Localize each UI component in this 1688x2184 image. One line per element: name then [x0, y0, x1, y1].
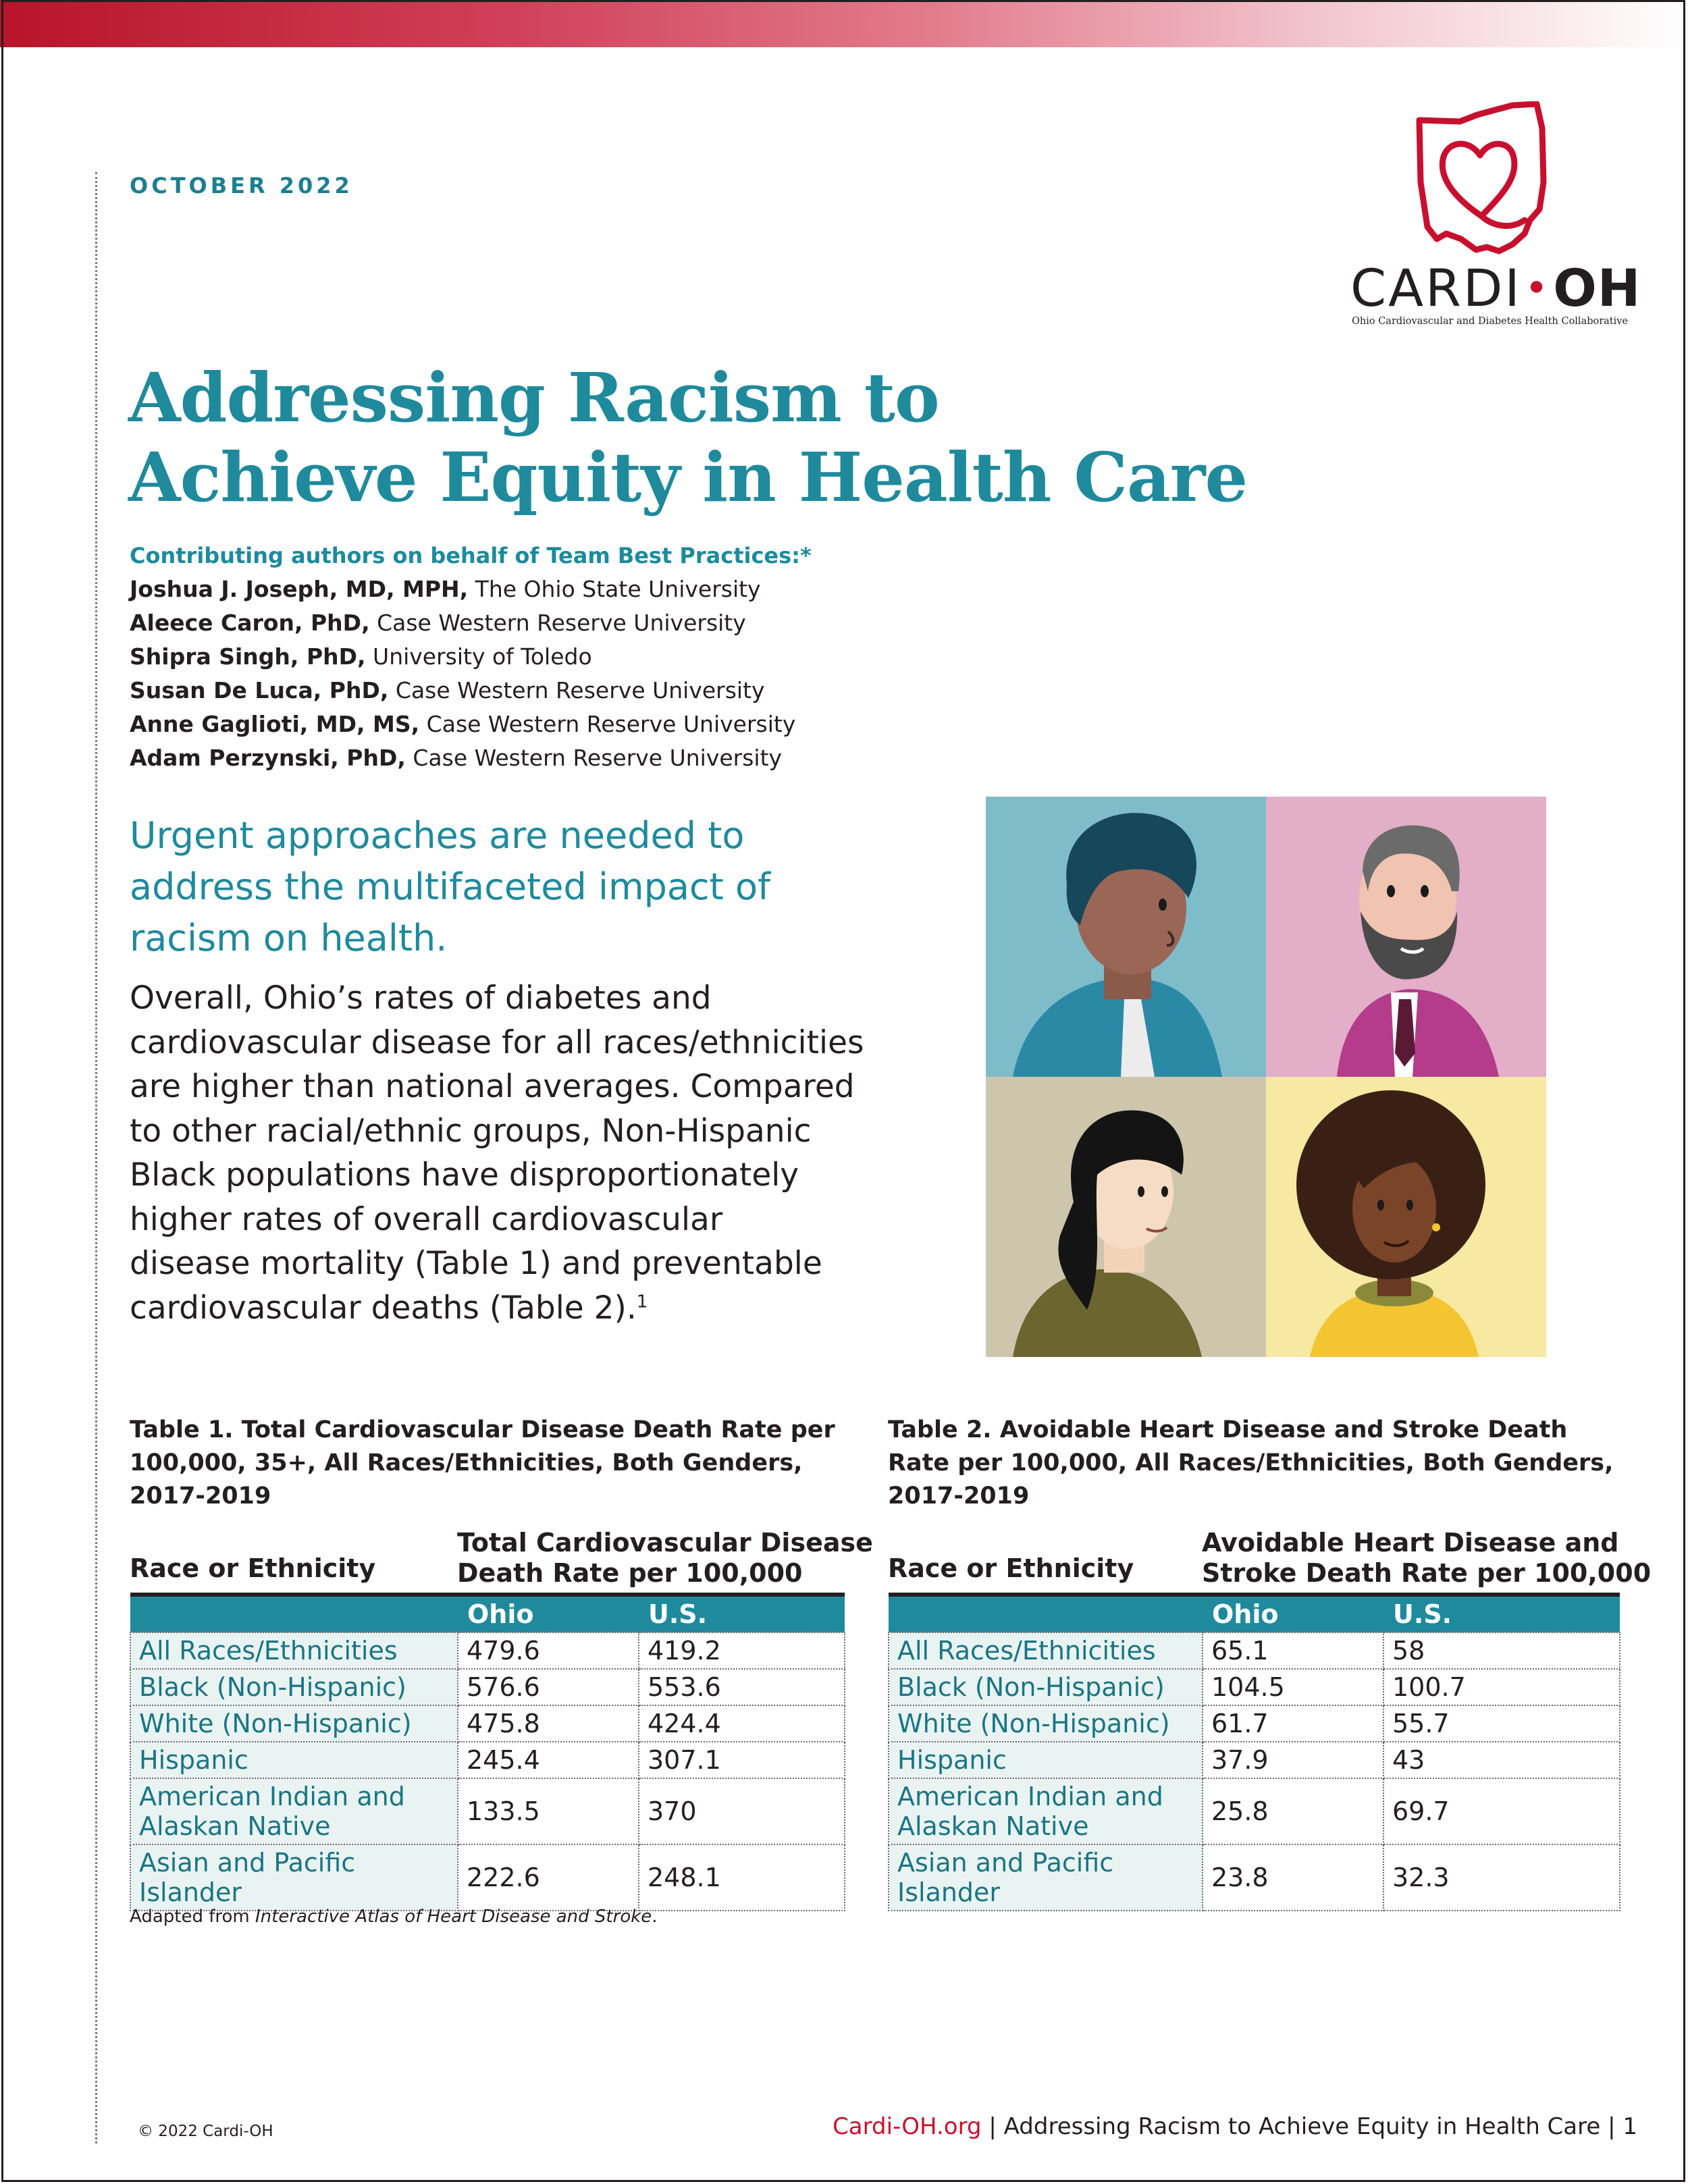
us-value: 69.7 — [1383, 1778, 1620, 1844]
table-2-caption: Table 2. Avoidable Heart Disease and Stroke Death Rate per 100,000, All Races/Ethnicities, Both Genders, 2017-2019 — [888, 1416, 1614, 1510]
ohio-value: 23.8 — [1203, 1844, 1383, 1911]
us-value: 248.1 — [639, 1844, 845, 1911]
table-header-cell: U.S. — [1383, 1595, 1620, 1632]
table-1-block — [130, 1414, 873, 1911]
ohio-value: 245.4 — [458, 1742, 639, 1778]
table-row — [889, 1742, 1620, 1778]
row-label: American Indian and Alaskan Native — [130, 1778, 458, 1844]
people-illustration — [986, 797, 1546, 1357]
us-value: 55.7 — [1383, 1705, 1620, 1742]
row-label: Asian and Pacific Islander — [130, 1844, 458, 1911]
ohio-value: 37.9 — [1203, 1742, 1383, 1778]
logo-tagline: Ohio Cardiovascular and Diabetes Health Collaborative — [1352, 316, 1629, 327]
table-header-cell: Ohio — [458, 1595, 639, 1632]
row-label: Black (Non-Hispanic) — [889, 1669, 1203, 1705]
table-row — [130, 1742, 845, 1778]
table-2-block — [888, 1414, 1652, 1911]
table-header-cell — [130, 1595, 458, 1632]
table-header-cell: U.S. — [639, 1595, 845, 1632]
footnote-ref: 1 — [636, 1291, 648, 1312]
intro-paragraph: Overall, Ohio’s rates of diabetes and cardiovascular disease for all races/ethnicities are higher than national averages. Compared to other racial/ethnic groups, Non-Hispanic Black populations have disproportionately higher rates of overall cardiovascular disease mortality (Table 1) and preventable cardiovascular deaths (Table 2).$^1$ — [130, 980, 864, 1327]
table-1-subheader — [130, 1525, 873, 1589]
ohio-value: 222.6 — [458, 1844, 639, 1911]
ohio-value: 65.1 — [1203, 1632, 1383, 1669]
row-label: Asian and Pacific Islander — [889, 1844, 1203, 1911]
table-2 — [888, 1593, 1620, 1911]
logo-wordmark: CARDI•OH — [1350, 258, 1641, 318]
row-label: White (Non-Hispanic) — [889, 1705, 1203, 1742]
us-value: 43 — [1383, 1742, 1620, 1778]
row-label: Black (Non-Hispanic) — [130, 1669, 458, 1705]
author-row: Susan De Luca, PhD, Case Western Reserve University — [130, 677, 765, 703]
author-row: Adam Perzynski, PhD, Case Western Reserve University — [130, 745, 783, 771]
lead-statement: Urgent approaches are needed to address the multifaceted impact of racism on health. — [130, 814, 771, 959]
table-header-row — [889, 1595, 1620, 1632]
ohio-value: 479.6 — [458, 1632, 639, 1669]
row-label: American Indian and Alaskan Native — [889, 1778, 1203, 1844]
us-value: 370 — [639, 1778, 845, 1844]
table-row — [889, 1778, 1620, 1844]
table-1-caption: Table 1. Total Cardiovascular Disease Death Rate per 100,000, 35+, All Races/Ethnicities, Both Genders, 2017-2019 — [130, 1416, 835, 1510]
author-row: Joshua J. Joseph, MD, MPH, The Ohio State University — [130, 576, 761, 602]
ohio-value: 25.8 — [1203, 1778, 1383, 1844]
site-link[interactable]: Cardi-OH.org — [833, 2113, 982, 2140]
copyright-notice: © 2022 Cardi-OH — [138, 2123, 273, 2140]
author-row: Anne Gaglioti, MD, MS, Case Western Reserve University — [130, 711, 796, 737]
row-label: All Races/Ethnicities — [889, 1632, 1203, 1669]
us-value: 307.1 — [639, 1742, 845, 1778]
table-row — [130, 1844, 845, 1911]
metric-heading: Total Cardiovascular Disease Death Rate per 100,000 — [457, 1528, 873, 1588]
metric-heading: Avoidable Heart Disease and Stroke Death Rate per 100,000 — [1202, 1528, 1652, 1588]
table-row — [889, 1632, 1620, 1669]
author-list — [130, 539, 940, 775]
publication-date: OCTOBER 2022 — [130, 173, 353, 198]
ohio-value: 133.5 — [458, 1778, 639, 1844]
race-column-heading: Race or Ethnicity — [888, 1553, 1134, 1583]
ohio-value: 576.6 — [458, 1669, 639, 1705]
ohio-heart-icon — [1411, 101, 1553, 257]
table-row — [130, 1632, 845, 1669]
page-footer: Cardi-OH.org | Addressing Racism to Achieve Equity in Health Care | 1 — [833, 2113, 1637, 2140]
us-value: 100.7 — [1383, 1669, 1620, 1705]
table-row — [130, 1669, 845, 1705]
table-row — [130, 1705, 845, 1742]
us-value: 32.3 — [1383, 1844, 1620, 1911]
cardi-oh-logo — [1344, 101, 1641, 331]
table-header-cell — [889, 1595, 1203, 1632]
author-row: Shipra Singh, PhD, University of Toledo — [130, 643, 592, 670]
table-header-row — [130, 1595, 845, 1632]
us-value: 553.6 — [639, 1669, 845, 1705]
authors-heading: Contributing authors on behalf of Team Best Practices:* — [130, 543, 812, 568]
page-title: Addressing Racism to Achieve Equity in Health Care — [128, 358, 1248, 517]
ohio-value: 61.7 — [1203, 1705, 1383, 1742]
race-column-heading: Race or Ethnicity — [130, 1553, 376, 1583]
us-value: 58 — [1383, 1632, 1620, 1669]
table-source-note: Adapted from Interactive Atlas of Heart Disease and Stroke. — [130, 1907, 658, 1927]
us-value: 424.4 — [639, 1705, 845, 1742]
row-label: Hispanic — [130, 1742, 458, 1778]
us-value: 419.2 — [639, 1632, 845, 1669]
ohio-value: 475.8 — [458, 1705, 639, 1742]
table-row — [889, 1669, 1620, 1705]
table-header-cell: Ohio — [1203, 1595, 1383, 1632]
table-row — [889, 1705, 1620, 1742]
author-row: Aleece Caron, PhD, Case Western Reserve University — [130, 610, 746, 636]
table-row — [889, 1844, 1620, 1911]
table-1 — [130, 1593, 845, 1911]
row-label: White (Non-Hispanic) — [130, 1705, 458, 1742]
row-label: All Races/Ethnicities — [130, 1632, 458, 1669]
table-2-subheader — [888, 1525, 1652, 1589]
table-row — [130, 1778, 845, 1844]
row-label: Hispanic — [889, 1742, 1203, 1778]
ohio-value: 104.5 — [1203, 1669, 1383, 1705]
margin-dotted-rule — [95, 172, 97, 2143]
